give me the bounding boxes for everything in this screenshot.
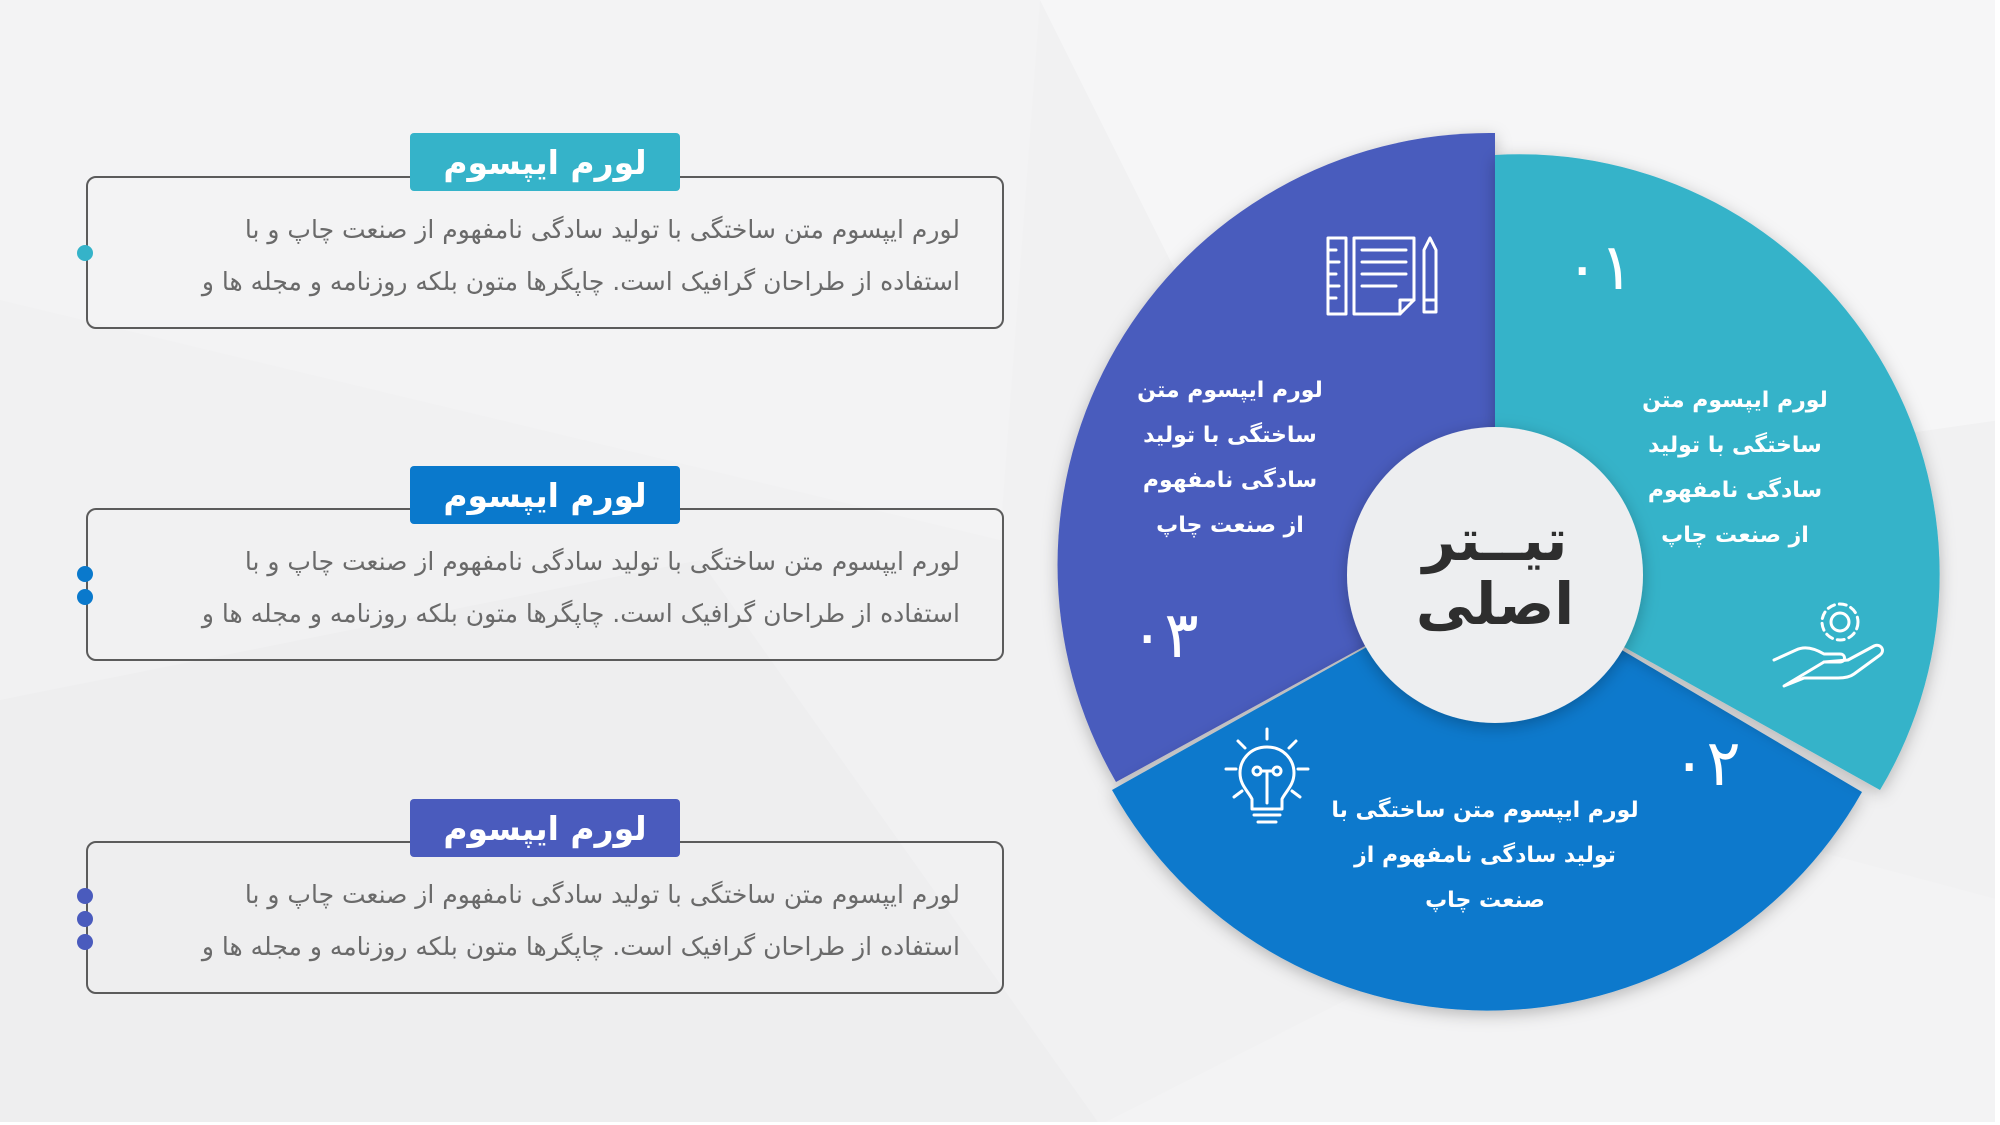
- segment-01-line-1: لورم ایپسوم متن: [1642, 388, 1828, 413]
- segment-01-number: ۰۱: [1565, 231, 1634, 305]
- gear-hand-icon: [1770, 594, 1890, 694]
- segment-03-line-3: سادگی نامفهوم: [1142, 468, 1318, 493]
- info-card-3-line-1: لورم ایپسوم متن ساختگی با تولید سادگی نامفهوم از صنعت چاپ و با: [244, 880, 960, 909]
- segment-02-line-2: تولید سادگی نامفهوم از: [1354, 843, 1616, 868]
- center-title-line-1: تیــتر: [1422, 506, 1568, 574]
- info-card-2-badge-label: لورم ایپسوم: [443, 475, 647, 515]
- info-card-1-badge-label: لورم ایپسوم: [443, 142, 647, 182]
- segment-03-line-4: از صنعت چاپ: [1156, 513, 1304, 538]
- info-card-2-line-1: لورم ایپسوم متن ساختگی با تولید سادگی نامفهوم از صنعت چاپ و با: [244, 547, 960, 576]
- segment-02-line-1: لورم ایپسوم متن ساختگی با: [1331, 798, 1639, 823]
- lightbulb-icon: [1222, 725, 1312, 831]
- notepad-ruler-pencil-icon: [1326, 236, 1444, 318]
- info-card-3-line-2: استفاده از طراحان گرافیک است. چاپگرها متون بلکه روزنامه و مجله ها و: [201, 932, 960, 961]
- info-card-1-line-1: لورم ایپسوم متن ساختگی با تولید سادگی نامفهوم از صنعت چاپ و با: [244, 215, 960, 244]
- segment-02-line-3: صنعت چاپ: [1425, 888, 1545, 913]
- segment-01-line-2: ساختگی با تولید: [1648, 433, 1822, 458]
- segment-01-line-4: از صنعت چاپ: [1661, 523, 1809, 548]
- info-card-2-line-2: استفاده از طراحان گرافیک است. چاپگرها متون بلکه روزنامه و مجله ها و: [201, 599, 960, 628]
- segment-01-text: [1620, 378, 1850, 558]
- segment-02-text: [1325, 788, 1645, 923]
- info-card-3-badge-label: لورم ایپسوم: [443, 808, 647, 848]
- center-title-line-2: اصلی: [1415, 570, 1575, 638]
- info-card-1-line-2: استفاده از طراحان گرافیک است. چاپگرها متون بلکه روزنامه و مجله ها و: [201, 267, 960, 296]
- segment-02-number: ۰۲: [1672, 727, 1741, 801]
- segment-03-line-1: لورم ایپسوم متن: [1137, 378, 1323, 403]
- segment-03-line-2: ساختگی با تولید: [1143, 423, 1317, 448]
- center-title: [1375, 508, 1615, 636]
- segment-03-number: ۰۳: [1130, 599, 1199, 673]
- segment-01-line-3: سادگی نامفهوم: [1647, 478, 1823, 503]
- segment-03-text: [1115, 368, 1345, 548]
